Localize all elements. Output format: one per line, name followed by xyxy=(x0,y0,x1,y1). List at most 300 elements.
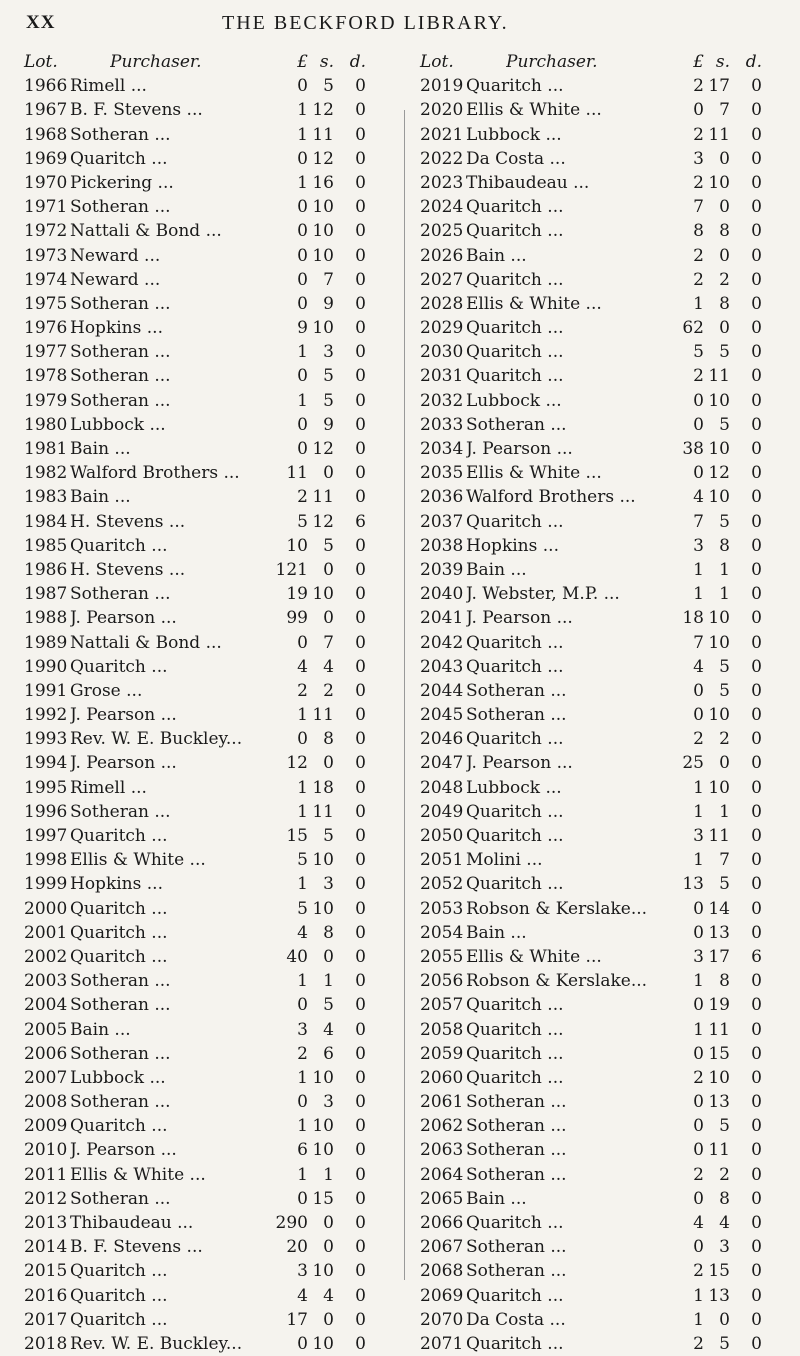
price-pence: 0 xyxy=(751,826,762,846)
price-shillings: 1 xyxy=(323,1164,334,1185)
purchaser-name: Lubbock ... xyxy=(466,390,562,411)
lot-number: 2054 xyxy=(420,922,464,943)
purchaser-name: Walford Brothers ... xyxy=(70,463,240,484)
price-pence: 0 xyxy=(355,318,366,339)
price-pounds: 2 xyxy=(693,76,704,97)
purchaser-name: Quaritch ... xyxy=(466,1333,564,1354)
lot-number: 2008 xyxy=(24,1092,68,1113)
price-shillings: 11 xyxy=(708,826,730,846)
lot-number: 1974 xyxy=(24,269,68,290)
lot-number: 1979 xyxy=(24,390,68,411)
price-pounds: 2 xyxy=(693,1067,704,1088)
table-row xyxy=(22,1138,400,1162)
table-row xyxy=(418,364,796,388)
price-pounds: 0 xyxy=(693,922,704,943)
price-pence: 0 xyxy=(751,705,762,726)
table-row xyxy=(418,413,796,437)
price-shillings: 7 xyxy=(323,632,334,653)
price-shillings: 10 xyxy=(312,221,334,242)
table-row xyxy=(22,1042,400,1066)
price-pence: 0 xyxy=(355,1333,366,1354)
price-pounds: 0 xyxy=(693,100,704,121)
price-shillings: 17 xyxy=(708,76,730,97)
lot-number: 2017 xyxy=(24,1309,68,1330)
price-pence: 0 xyxy=(751,511,762,532)
price-pounds: 2 xyxy=(693,269,704,290)
price-pounds: 1 xyxy=(693,801,704,822)
lot-number: 2002 xyxy=(24,946,68,967)
price-shillings: 5 xyxy=(719,1333,730,1354)
price-shillings: 11 xyxy=(312,801,334,822)
table-row xyxy=(22,655,400,679)
table-row xyxy=(418,1332,796,1356)
purchaser-name: Quaritch ... xyxy=(70,1261,168,1282)
purchaser-name: Da Costa ... xyxy=(466,1309,566,1330)
price-pence: 0 xyxy=(355,946,366,967)
right-column xyxy=(418,50,796,1356)
purchaser-name: Sotheran ... xyxy=(466,680,567,701)
table-row xyxy=(22,1259,400,1283)
price-pounds: 4 xyxy=(693,487,704,508)
purchaser-name: Walford Brothers ... xyxy=(466,487,636,508)
price-shillings: 18 xyxy=(312,777,334,798)
price-pence: 0 xyxy=(751,1188,762,1209)
purchaser-name: Quaritch ... xyxy=(466,511,564,532)
purchaser-name: Quaritch ... xyxy=(70,148,168,169)
price-pounds: 0 xyxy=(693,1043,704,1064)
price-pounds: 2 xyxy=(693,124,704,145)
purchaser-name: Sotheran ... xyxy=(466,1164,567,1185)
price-pounds: 1 xyxy=(297,124,308,145)
price-shillings: 5 xyxy=(323,366,334,387)
table-row xyxy=(22,751,400,775)
price-pence: 0 xyxy=(355,366,366,387)
table-row xyxy=(22,413,400,437)
price-pence: 0 xyxy=(751,1067,762,1088)
right-rows xyxy=(418,74,796,1356)
price-shillings: 3 xyxy=(323,342,334,363)
price-pence: 0 xyxy=(751,414,762,435)
shillings-heading: s. xyxy=(715,52,730,72)
price-pence: 0 xyxy=(355,801,366,822)
price-pounds: 0 xyxy=(297,245,308,266)
lot-number: 2070 xyxy=(420,1309,464,1330)
purchaser-name: Sotheran ... xyxy=(70,995,171,1016)
purchaser-name: H. Stevens ... xyxy=(70,559,186,580)
purchaser-name: Lubbock ... xyxy=(70,1067,166,1088)
price-pounds: 4 xyxy=(297,656,308,677)
table-row xyxy=(22,1332,400,1356)
lot-number: 1999 xyxy=(24,874,68,895)
lot-number: 1996 xyxy=(24,801,68,822)
price-pence: 0 xyxy=(355,414,366,435)
price-shillings: 10 xyxy=(708,777,730,798)
table-row xyxy=(418,1308,796,1332)
lot-number: 2050 xyxy=(420,826,464,846)
table-row xyxy=(418,655,796,679)
table-row xyxy=(22,776,400,800)
price-pence: 0 xyxy=(751,172,762,193)
table-row xyxy=(22,800,400,824)
price-pence: 0 xyxy=(355,463,366,484)
purchaser-name: Bain ... xyxy=(70,487,131,508)
price-pence: 0 xyxy=(355,342,366,363)
price-pence: 0 xyxy=(355,874,366,895)
price-pounds: 99 xyxy=(286,608,308,629)
lot-number: 1993 xyxy=(24,729,68,750)
purchaser-name: Sotheran ... xyxy=(70,1043,171,1064)
price-pence: 0 xyxy=(355,172,366,193)
lot-number: 1986 xyxy=(24,559,68,580)
purchaser-name: Sotheran ... xyxy=(70,124,171,145)
lot-number: 1994 xyxy=(24,753,68,774)
price-pence: 0 xyxy=(751,801,762,822)
lot-number: 2061 xyxy=(420,1092,464,1113)
price-shillings: 3 xyxy=(323,874,334,895)
price-pence: 0 xyxy=(751,318,762,339)
purchaser-name: Ellis & White ... xyxy=(466,100,602,121)
price-pounds: 0 xyxy=(693,1116,704,1137)
lot-number: 1981 xyxy=(24,439,68,459)
price-pence: 0 xyxy=(355,729,366,750)
pence-heading: d. xyxy=(349,52,366,72)
purchaser-name: Quaritch ... xyxy=(466,366,564,387)
table-row xyxy=(22,824,400,848)
price-pence: 0 xyxy=(355,1164,366,1185)
price-pence: 0 xyxy=(751,463,762,484)
left-rows xyxy=(22,74,400,1356)
price-shillings: 7 xyxy=(323,269,334,290)
purchaser-name: Quaritch ... xyxy=(466,318,564,339)
price-pounds: 1 xyxy=(297,971,308,992)
purchaser-name: Sotheran ... xyxy=(70,801,171,822)
table-row xyxy=(418,582,796,606)
lot-number: 2036 xyxy=(420,487,464,508)
price-pounds: 0 xyxy=(693,1092,704,1113)
price-pounds: 1 xyxy=(693,971,704,992)
price-shillings: 11 xyxy=(312,487,334,508)
table-row xyxy=(418,969,796,993)
price-shillings: 2 xyxy=(719,269,730,290)
table-row xyxy=(418,219,796,243)
price-shillings: 0 xyxy=(719,245,730,266)
price-pounds: 9 xyxy=(297,318,308,339)
price-pounds: 12 xyxy=(286,753,308,774)
price-pounds: 0 xyxy=(693,1237,704,1258)
table-row xyxy=(418,268,796,292)
price-pounds: 3 xyxy=(693,148,704,169)
price-pounds: 1 xyxy=(297,1116,308,1137)
table-row xyxy=(418,993,796,1017)
purchaser-name: Sotheran ... xyxy=(70,342,171,363)
price-pence: 0 xyxy=(355,1116,366,1137)
table-row xyxy=(22,171,400,195)
purchaser-name: Quaritch ... xyxy=(466,342,564,363)
price-pounds: 10 xyxy=(286,535,308,556)
lot-number: 2047 xyxy=(420,753,464,774)
purchaser-name: Rev. W. E. Buckley... xyxy=(70,729,243,750)
table-row xyxy=(418,123,796,147)
price-pounds: 17 xyxy=(286,1309,308,1330)
price-shillings: 1 xyxy=(719,584,730,605)
price-pence: 0 xyxy=(355,535,366,556)
lot-number: 2067 xyxy=(420,1237,464,1258)
price-pounds: 2 xyxy=(693,729,704,750)
purchaser-name: Bain ... xyxy=(466,1188,527,1209)
price-pounds: 0 xyxy=(297,1188,308,1209)
lot-number: 2055 xyxy=(420,946,464,967)
lot-number: 1984 xyxy=(24,511,68,532)
price-pounds: 1 xyxy=(297,1164,308,1185)
lot-number: 2056 xyxy=(420,971,464,992)
price-shillings: 5 xyxy=(719,680,730,701)
price-shillings: 0 xyxy=(719,753,730,774)
purchaser-name: Sotheran ... xyxy=(70,390,171,411)
lot-number: 2003 xyxy=(24,971,68,992)
price-pence: 0 xyxy=(751,76,762,97)
table-row xyxy=(418,195,796,219)
price-pounds: 38 xyxy=(682,439,704,459)
table-row xyxy=(418,1187,796,1211)
price-pounds: 1 xyxy=(297,390,308,411)
lot-number: 2016 xyxy=(24,1285,68,1306)
price-pence: 0 xyxy=(355,584,366,605)
price-pounds: 1 xyxy=(693,777,704,798)
lot-number: 2042 xyxy=(420,632,464,653)
price-pence: 0 xyxy=(355,1043,366,1064)
lot-number: 2048 xyxy=(420,777,464,798)
price-pounds: 7 xyxy=(693,197,704,218)
price-pounds: 4 xyxy=(693,1213,704,1233)
price-pounds: 0 xyxy=(297,221,308,242)
purchaser-name: J. Pearson ... xyxy=(70,753,177,774)
lot-number: 1985 xyxy=(24,535,68,556)
price-shillings: 10 xyxy=(312,898,334,919)
price-pence: 0 xyxy=(355,1067,366,1088)
price-shillings: 10 xyxy=(708,172,730,193)
price-pounds: 0 xyxy=(297,439,308,459)
table-row xyxy=(418,147,796,171)
price-pence: 0 xyxy=(355,1285,366,1306)
price-pounds: 1 xyxy=(297,801,308,822)
price-pence: 0 xyxy=(751,1140,762,1161)
table-row xyxy=(418,485,796,509)
price-pounds: 1 xyxy=(693,1309,704,1330)
lot-number: 2038 xyxy=(420,535,464,556)
price-pounds: 40 xyxy=(286,946,308,967)
price-shillings: 5 xyxy=(323,826,334,846)
price-pence: 0 xyxy=(355,971,366,992)
table-row xyxy=(22,945,400,969)
price-pounds: 1 xyxy=(297,705,308,726)
price-pounds: 13 xyxy=(682,874,704,895)
lot-number: 1997 xyxy=(24,826,68,846)
lot-number: 2058 xyxy=(420,1019,464,1040)
price-pounds: 6 xyxy=(297,1140,308,1161)
price-shillings: 12 xyxy=(312,100,334,121)
purchaser-name: B. F. Stevens ... xyxy=(70,1237,203,1258)
price-pence: 0 xyxy=(751,777,762,798)
price-pence: 0 xyxy=(355,705,366,726)
lot-number: 2021 xyxy=(420,124,464,145)
price-pounds: 3 xyxy=(693,535,704,556)
price-pence: 0 xyxy=(355,559,366,580)
price-shillings: 4 xyxy=(323,1285,334,1306)
price-pence: 0 xyxy=(751,753,762,774)
lot-number: 1987 xyxy=(24,584,68,605)
purchaser-name: Quaritch ... xyxy=(70,1309,168,1330)
table-row xyxy=(22,268,400,292)
table-row xyxy=(418,679,796,703)
price-pence: 0 xyxy=(751,293,762,314)
lot-number: 2024 xyxy=(420,197,464,218)
price-shillings: 5 xyxy=(323,535,334,556)
table-row xyxy=(418,727,796,751)
purchaser-name: Neward ... xyxy=(70,245,161,266)
price-pounds: 2 xyxy=(693,1333,704,1354)
price-shillings: 10 xyxy=(312,584,334,605)
price-pounds: 5 xyxy=(693,342,704,363)
price-pounds: 19 xyxy=(286,584,308,605)
purchaser-name: Lubbock ... xyxy=(70,414,166,435)
lot-number: 1998 xyxy=(24,850,68,871)
lot-number: 2046 xyxy=(420,729,464,750)
table-row xyxy=(22,292,400,316)
purchaser-name: Bain ... xyxy=(466,245,527,266)
price-pounds: 4 xyxy=(297,1285,308,1306)
table-row xyxy=(418,921,796,945)
price-shillings: 10 xyxy=(312,197,334,218)
price-pounds: 0 xyxy=(693,995,704,1016)
table-row xyxy=(22,1187,400,1211)
price-pence: 0 xyxy=(751,608,762,629)
lot-number: 2060 xyxy=(420,1067,464,1088)
purchaser-name: Ellis & White ... xyxy=(70,850,206,871)
table-row xyxy=(418,461,796,485)
table-row xyxy=(418,824,796,848)
price-pence: 0 xyxy=(355,1261,366,1282)
price-shillings: 2 xyxy=(323,680,334,701)
price-shillings: 5 xyxy=(719,414,730,435)
lot-number: 2028 xyxy=(420,293,464,314)
price-pence: 0 xyxy=(355,656,366,677)
price-pounds: 1 xyxy=(693,850,704,871)
lot-number: 1966 xyxy=(24,76,68,97)
price-pence: 6 xyxy=(355,511,366,532)
table-row xyxy=(418,1090,796,1114)
price-shillings: 0 xyxy=(719,197,730,218)
table-row xyxy=(22,558,400,582)
price-pounds: 7 xyxy=(693,632,704,653)
price-pounds: 0 xyxy=(693,1188,704,1209)
table-row xyxy=(22,1114,400,1138)
price-pence: 0 xyxy=(751,1092,762,1113)
price-pence: 0 xyxy=(751,1333,762,1354)
purchaser-name: Sotheran ... xyxy=(70,971,171,992)
table-row xyxy=(418,800,796,824)
lot-number: 2001 xyxy=(24,922,68,943)
lot-number: 2007 xyxy=(24,1067,68,1088)
table-row xyxy=(22,582,400,606)
purchaser-name: Quaritch ... xyxy=(466,1213,564,1233)
lot-number: 1975 xyxy=(24,293,68,314)
purchaser-name: Quaritch ... xyxy=(466,1043,564,1064)
price-shillings: 6 xyxy=(323,1043,334,1064)
price-pounds: 1 xyxy=(297,874,308,895)
price-pence: 0 xyxy=(751,535,762,556)
purchaser-name: J. Webster, M.P. ... xyxy=(466,584,620,605)
price-pounds: 121 xyxy=(275,559,308,580)
lot-number: 2053 xyxy=(420,898,464,919)
purchaser-name: J. Pearson ... xyxy=(70,1140,177,1161)
lot-number: 2025 xyxy=(420,221,464,242)
lot-number: 2065 xyxy=(420,1188,464,1209)
purchaser-name: Quaritch ... xyxy=(466,221,564,242)
purchaser-name: Quaritch ... xyxy=(466,632,564,653)
price-shillings: 12 xyxy=(312,439,334,459)
price-pence: 0 xyxy=(751,245,762,266)
price-shillings: 3 xyxy=(719,1237,730,1258)
purchaser-name: Quaritch ... xyxy=(466,76,564,97)
price-shillings: 0 xyxy=(323,946,334,967)
purchaser-name: Quaritch ... xyxy=(70,826,168,846)
lot-number: 2020 xyxy=(420,100,464,121)
purchaser-name: Quaritch ... xyxy=(466,874,564,895)
lot-number: 2045 xyxy=(420,705,464,726)
price-pounds: 0 xyxy=(297,1092,308,1113)
price-shillings: 13 xyxy=(708,922,730,943)
lot-number: 1971 xyxy=(24,197,68,218)
price-pence: 0 xyxy=(355,390,366,411)
price-pence: 0 xyxy=(355,826,366,846)
purchaser-name: Sotheran ... xyxy=(466,705,567,726)
price-shillings: 0 xyxy=(719,318,730,339)
price-pounds: 0 xyxy=(297,995,308,1016)
price-pence: 0 xyxy=(751,390,762,411)
table-row xyxy=(418,74,796,98)
table-row xyxy=(418,606,796,630)
price-pence: 0 xyxy=(751,1285,762,1306)
price-shillings: 10 xyxy=(708,705,730,726)
price-shillings: 14 xyxy=(708,898,730,919)
price-pence: 0 xyxy=(751,656,762,677)
price-shillings: 11 xyxy=(708,124,730,145)
column-divider xyxy=(404,110,405,1280)
purchaser-name: Rev. W. E. Buckley... xyxy=(70,1333,243,1354)
price-pence: 0 xyxy=(355,487,366,508)
price-pence: 0 xyxy=(751,584,762,605)
price-pence: 0 xyxy=(355,124,366,145)
lot-number: 1980 xyxy=(24,414,68,435)
purchaser-name: Ellis & White ... xyxy=(466,463,602,484)
price-shillings: 10 xyxy=(312,1333,334,1354)
price-pence: 6 xyxy=(751,946,762,967)
price-pence: 0 xyxy=(751,729,762,750)
price-shillings: 5 xyxy=(719,342,730,363)
price-shillings: 9 xyxy=(323,414,334,435)
price-pounds: 0 xyxy=(297,366,308,387)
purchaser-name: Nattali & Bond ... xyxy=(70,632,222,653)
purchaser-name: Molini ... xyxy=(466,850,543,871)
price-pence: 0 xyxy=(751,269,762,290)
price-pence: 0 xyxy=(355,293,366,314)
price-pounds: 4 xyxy=(297,922,308,943)
lot-number: 2023 xyxy=(420,172,464,193)
column-header xyxy=(418,50,796,74)
lot-number: 2013 xyxy=(24,1213,68,1233)
lot-number: 2032 xyxy=(420,390,464,411)
price-shillings: 11 xyxy=(312,705,334,726)
